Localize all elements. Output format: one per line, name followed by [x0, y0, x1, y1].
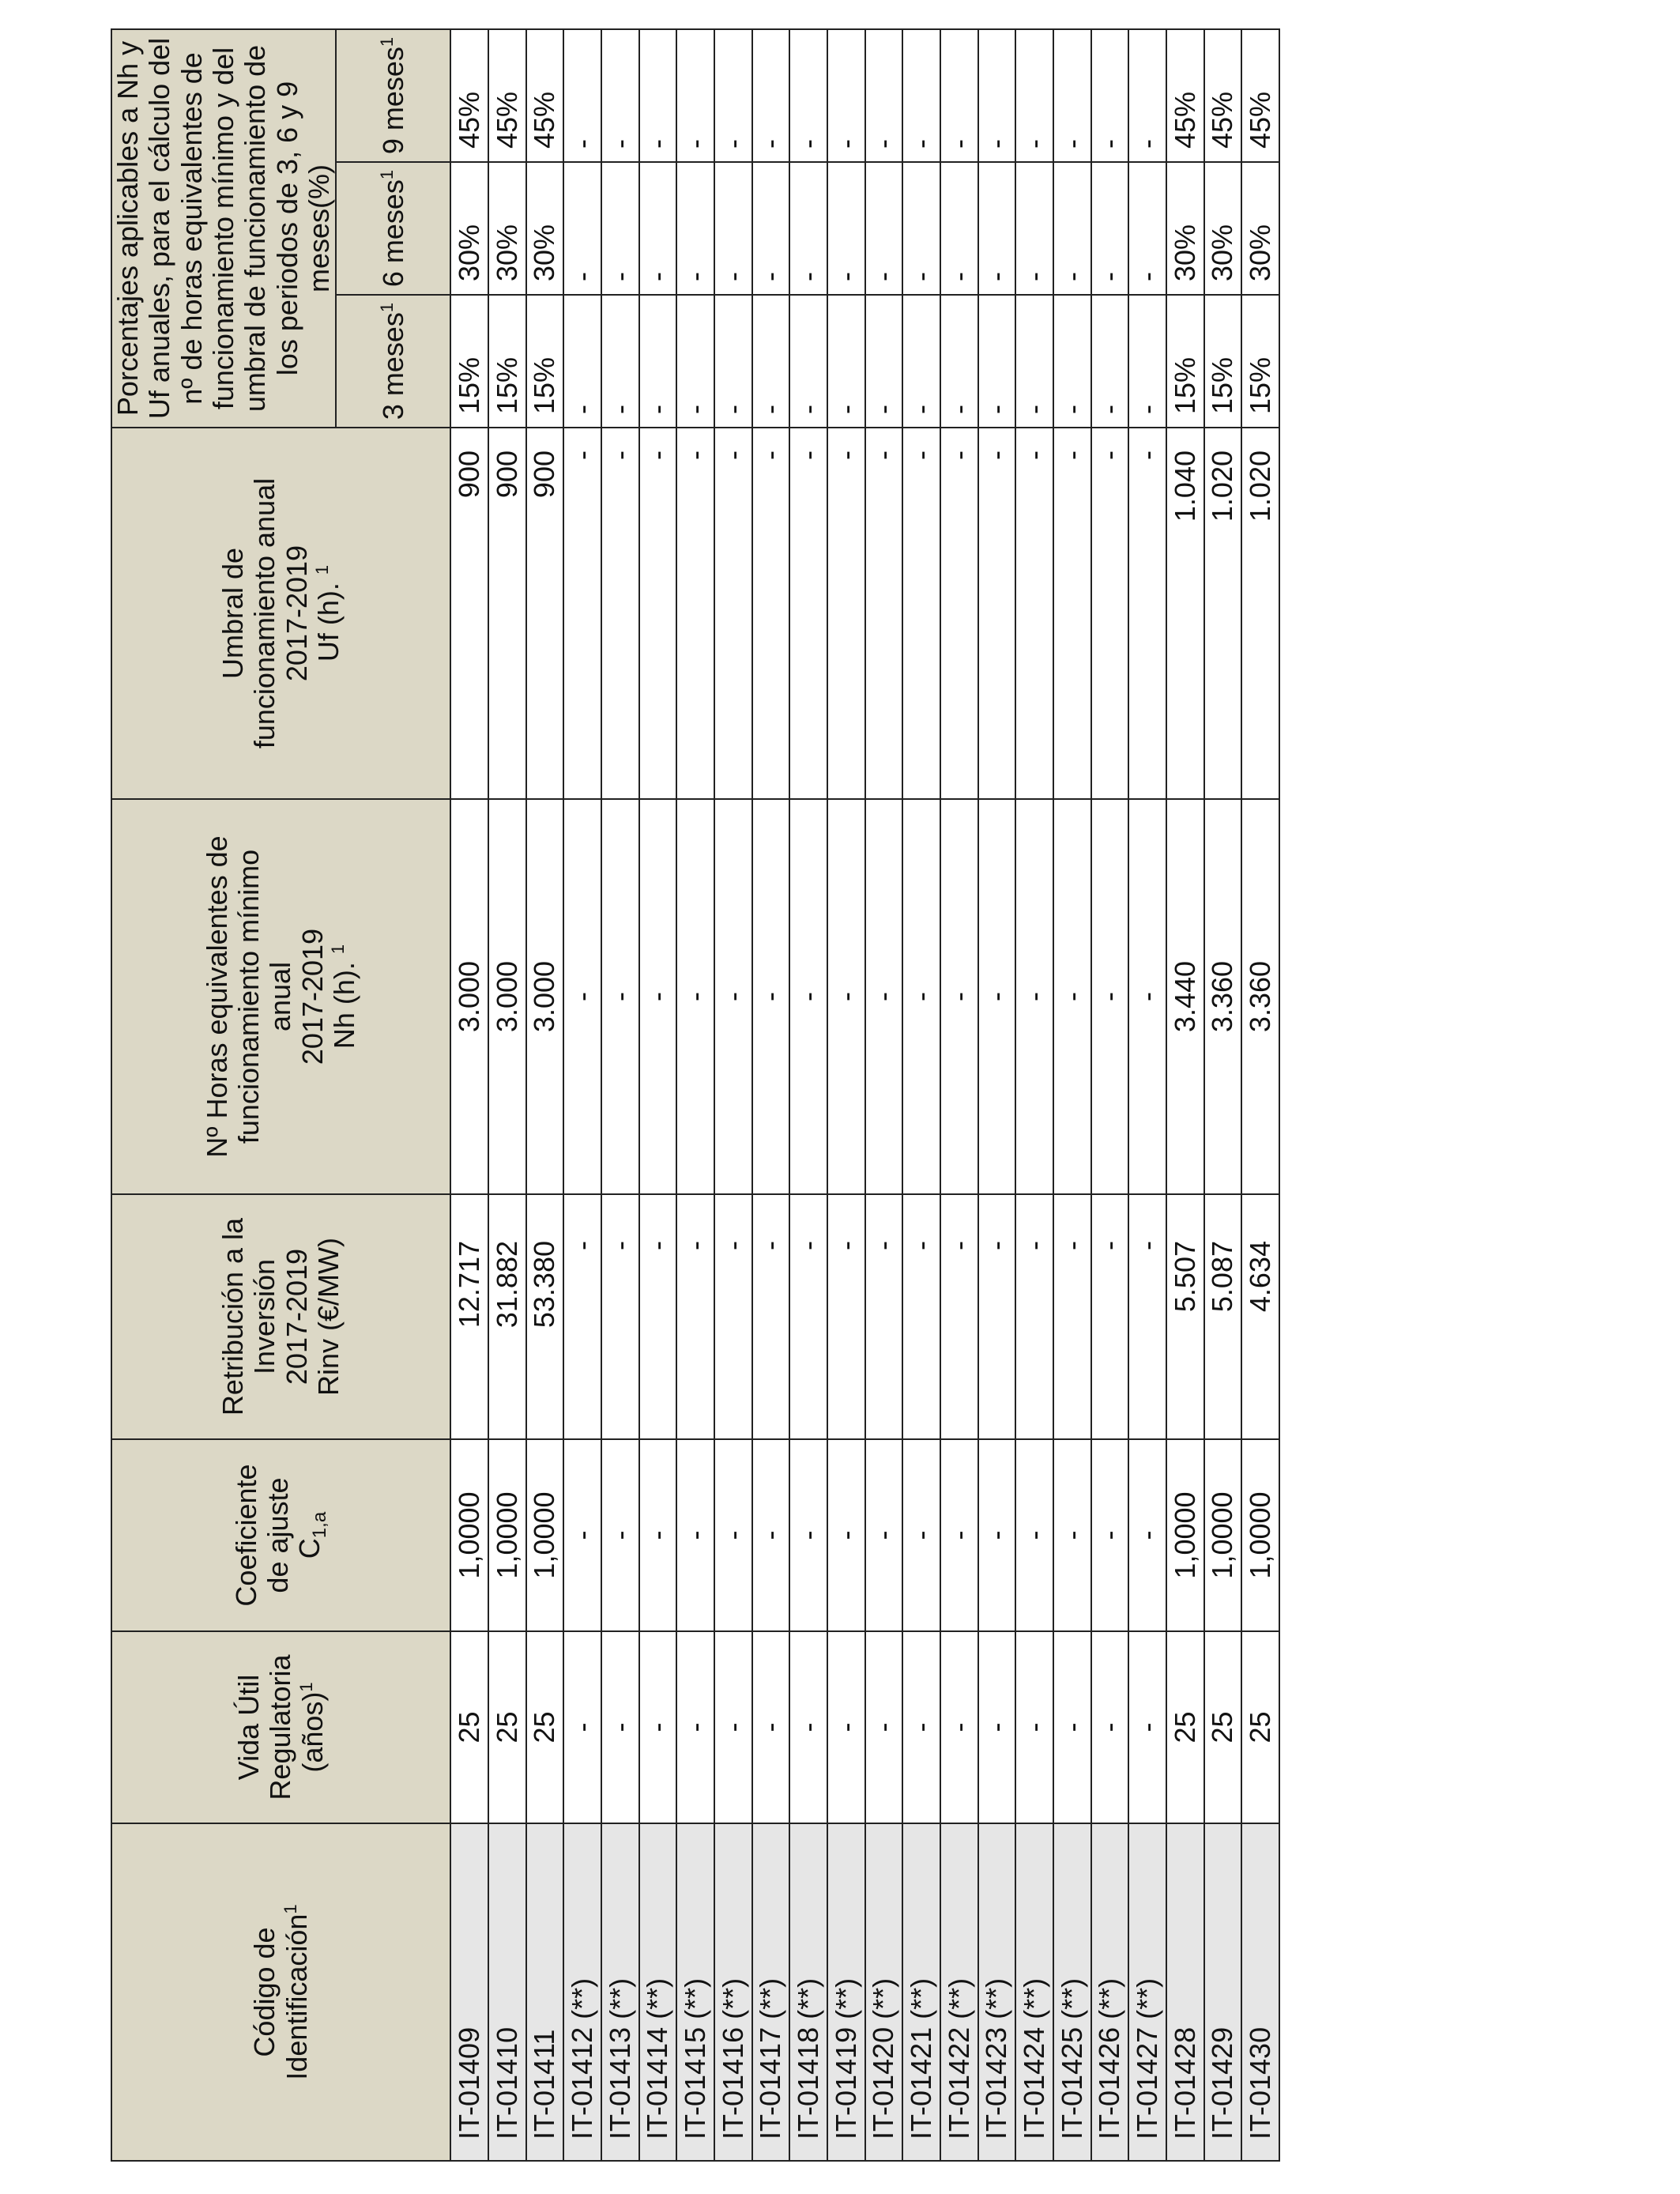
- retribucion-cell: 31.882: [488, 1194, 526, 1439]
- vida-util-cell: -: [865, 1631, 903, 1823]
- table-row: [450, 29, 488, 2161]
- pct-3-meses-cell: -: [601, 295, 639, 428]
- header-9-meses: 9 meses$^1$: [336, 29, 450, 162]
- header-3-meses: 3 meses$^1$: [336, 295, 450, 428]
- horas-cell: -: [865, 799, 903, 1194]
- pct-9-meses-cell: 45%: [488, 29, 526, 162]
- pct-9-meses-cell: 45%: [1166, 29, 1204, 162]
- table-row: [488, 29, 526, 2161]
- retribucion-cell: 5.087: [1204, 1194, 1242, 1439]
- pct-9-meses-cell: -: [714, 29, 752, 162]
- codigo-cell: IT-01415 (**): [676, 1823, 714, 2161]
- horas-cell: -: [639, 799, 677, 1194]
- pct-9-meses-cell: -: [563, 29, 601, 162]
- pct-6-meses-cell: -: [1128, 162, 1166, 295]
- horas-cell: -: [940, 799, 978, 1194]
- coeficiente-cell: -: [865, 1439, 903, 1631]
- vida-util-cell: 25: [1241, 1631, 1279, 1823]
- coeficiente-cell: -: [1015, 1439, 1053, 1631]
- coeficiente-cell: 1,0000: [526, 1439, 564, 1631]
- umbral-cell: -: [789, 428, 827, 799]
- pct-6-meses-cell: -: [940, 162, 978, 295]
- pct-6-meses-cell: -: [1091, 162, 1129, 295]
- coeficiente-cell: -: [1091, 1439, 1129, 1631]
- codigo-cell: IT-01417 (**): [752, 1823, 790, 2161]
- table-row: [676, 29, 714, 2161]
- header-horas-equivalentes: Nº Horas equivalentes de funcionamiento mínimo anual 2017-2019 Nh (h). $^1$: [111, 799, 450, 1194]
- codigo-cell: IT-01423 (**): [978, 1823, 1016, 2161]
- vida-util-cell: 25: [488, 1631, 526, 1823]
- retribucion-cell: -: [1128, 1194, 1166, 1439]
- codigo-cell: IT-01412 (**): [563, 1823, 601, 2161]
- coeficiente-cell: -: [752, 1439, 790, 1631]
- pct-3-meses-cell: 15%: [450, 295, 488, 428]
- umbral-cell: -: [563, 428, 601, 799]
- table-row: [978, 29, 1016, 2161]
- pct-3-meses-cell: -: [978, 295, 1016, 428]
- pct-3-meses-cell: 15%: [526, 295, 564, 428]
- retribucion-cell: -: [1015, 1194, 1053, 1439]
- coeficiente-cell: -: [940, 1439, 978, 1631]
- retribucion-cell: -: [978, 1194, 1016, 1439]
- pct-6-meses-cell: -: [1053, 162, 1091, 295]
- table-row: [1053, 29, 1091, 2161]
- pct-6-meses-cell: -: [978, 162, 1016, 295]
- codigo-cell: IT-01426 (**): [1091, 1823, 1129, 2161]
- horas-cell: 3.000: [526, 799, 564, 1194]
- pct-9-meses-cell: -: [865, 29, 903, 162]
- codigo-cell: IT-01421 (**): [902, 1823, 940, 2161]
- table-row: [752, 29, 790, 2161]
- codigo-cell: IT-01429: [1204, 1823, 1242, 2161]
- vida-util-cell: 25: [1204, 1631, 1242, 1823]
- pct-3-meses-cell: -: [940, 295, 978, 428]
- horas-cell: 3.440: [1166, 799, 1204, 1194]
- pct-9-meses-cell: -: [827, 29, 865, 162]
- umbral-cell: 900: [450, 428, 488, 799]
- retribucion-cell: -: [714, 1194, 752, 1439]
- horas-cell: -: [752, 799, 790, 1194]
- coeficiente-cell: 1,0000: [1204, 1439, 1242, 1631]
- codigo-cell: IT-01424 (**): [1015, 1823, 1053, 2161]
- vida-util-cell: -: [601, 1631, 639, 1823]
- pct-9-meses-cell: -: [1053, 29, 1091, 162]
- umbral-cell: 900: [488, 428, 526, 799]
- coeficiente-cell: -: [714, 1439, 752, 1631]
- codigo-cell: IT-01413 (**): [601, 1823, 639, 2161]
- umbral-cell: -: [1053, 428, 1091, 799]
- header-umbral: Umbral de funcionamiento anual 2017-2019 Uf (h). $^1$: [111, 428, 450, 799]
- coeficiente-cell: 1,0000: [488, 1439, 526, 1631]
- codigo-cell: IT-01425 (**): [1053, 1823, 1091, 2161]
- pct-3-meses-cell: -: [865, 295, 903, 428]
- pct-3-meses-cell: 15%: [1204, 295, 1242, 428]
- horas-cell: -: [601, 799, 639, 1194]
- pct-9-meses-cell: -: [789, 29, 827, 162]
- pct-6-meses-cell: -: [1015, 162, 1053, 295]
- coeficiente-cell: -: [601, 1439, 639, 1631]
- vida-util-cell: -: [1053, 1631, 1091, 1823]
- vida-util-cell: -: [1091, 1631, 1129, 1823]
- umbral-cell: -: [601, 428, 639, 799]
- header-6-meses: 6 meses$^1$: [336, 162, 450, 295]
- vida-util-cell: -: [714, 1631, 752, 1823]
- pct-9-meses-cell: -: [1015, 29, 1053, 162]
- pct-3-meses-cell: 15%: [1241, 295, 1279, 428]
- pct-6-meses-cell: 30%: [1166, 162, 1204, 295]
- codigo-cell: IT-01416 (**): [714, 1823, 752, 2161]
- vida-util-cell: -: [978, 1631, 1016, 1823]
- table-row: [865, 29, 903, 2161]
- header-porcentajes: Porcentajes aplicables a Nh y Uf anuales, para el cálculo del nº de horas equivalentes de funcionamiento mínimo y del umbral de funcionamiento de los periodos de 3, 6 y 9 meses(%): [111, 29, 336, 428]
- vida-util-cell: -: [1128, 1631, 1166, 1823]
- coeficiente-cell: 1,0000: [1166, 1439, 1204, 1631]
- vida-util-cell: -: [563, 1631, 601, 1823]
- pct-9-meses-cell: 45%: [1241, 29, 1279, 162]
- pct-9-meses-cell: -: [1091, 29, 1129, 162]
- horas-cell: 3.360: [1241, 799, 1279, 1194]
- horas-cell: 3.360: [1204, 799, 1242, 1194]
- table-row: [1015, 29, 1053, 2161]
- table-row: [1204, 29, 1242, 2161]
- table-row: [1166, 29, 1204, 2161]
- header-codigo: Código de Identificación$^1$: [111, 1823, 450, 2161]
- coeficiente-cell: 1,0000: [450, 1439, 488, 1631]
- horas-cell: -: [789, 799, 827, 1194]
- rotated-page: [111, 30, 1280, 2162]
- horas-cell: -: [714, 799, 752, 1194]
- horas-cell: -: [978, 799, 1016, 1194]
- coeficiente-cell: -: [902, 1439, 940, 1631]
- umbral-cell: -: [865, 428, 903, 799]
- horas-cell: 3.000: [450, 799, 488, 1194]
- pct-6-meses-cell: -: [902, 162, 940, 295]
- retribucion-cell: -: [940, 1194, 978, 1439]
- umbral-cell: -: [714, 428, 752, 799]
- retribucion-cell: -: [601, 1194, 639, 1439]
- umbral-cell: -: [676, 428, 714, 799]
- retribucion-cell: 53.380: [526, 1194, 564, 1439]
- horas-cell: -: [676, 799, 714, 1194]
- umbral-cell: -: [827, 428, 865, 799]
- retribucion-cell: -: [1053, 1194, 1091, 1439]
- coeficiente-cell: -: [563, 1439, 601, 1631]
- codigo-cell: IT-01409: [450, 1823, 488, 2161]
- umbral-cell: -: [978, 428, 1016, 799]
- pct-6-meses-cell: -: [714, 162, 752, 295]
- pct-6-meses-cell: -: [639, 162, 677, 295]
- pct-3-meses-cell: -: [563, 295, 601, 428]
- pct-6-meses-cell: 30%: [450, 162, 488, 295]
- pct-6-meses-cell: 30%: [1241, 162, 1279, 295]
- pct-6-meses-cell: -: [563, 162, 601, 295]
- umbral-cell: -: [1128, 428, 1166, 799]
- pct-3-meses-cell: 15%: [1166, 295, 1204, 428]
- table-row: [827, 29, 865, 2161]
- umbral-cell: -: [902, 428, 940, 799]
- header-vida-util: Vida Útil Regulatoria (años)$^1$: [111, 1631, 450, 1823]
- vida-util-cell: 25: [526, 1631, 564, 1823]
- coeficiente-cell: -: [978, 1439, 1016, 1631]
- codigo-cell: IT-01418 (**): [789, 1823, 827, 2161]
- pct-6-meses-cell: -: [676, 162, 714, 295]
- umbral-cell: -: [940, 428, 978, 799]
- pct-3-meses-cell: -: [902, 295, 940, 428]
- vida-util-cell: 25: [1166, 1631, 1204, 1823]
- horas-cell: -: [827, 799, 865, 1194]
- table-row: [563, 29, 601, 2161]
- pct-3-meses-cell: 15%: [488, 295, 526, 428]
- umbral-cell: 900: [526, 428, 564, 799]
- table-row: [1241, 29, 1279, 2161]
- vida-util-cell: -: [940, 1631, 978, 1823]
- retribucion-cell: -: [639, 1194, 677, 1439]
- coeficiente-cell: -: [1053, 1439, 1091, 1631]
- pct-3-meses-cell: -: [827, 295, 865, 428]
- umbral-cell: 1.020: [1204, 428, 1242, 799]
- vida-util-cell: -: [676, 1631, 714, 1823]
- table-body: [450, 29, 1279, 2161]
- pct-6-meses-cell: -: [865, 162, 903, 295]
- pct-9-meses-cell: 45%: [526, 29, 564, 162]
- pct-3-meses-cell: -: [1128, 295, 1166, 428]
- retribucion-cell: -: [827, 1194, 865, 1439]
- pct-9-meses-cell: -: [601, 29, 639, 162]
- umbral-cell: -: [1015, 428, 1053, 799]
- pct-6-meses-cell: -: [789, 162, 827, 295]
- codigo-cell: IT-01427 (**): [1128, 1823, 1166, 2161]
- coeficiente-cell: -: [827, 1439, 865, 1631]
- vida-util-cell: -: [752, 1631, 790, 1823]
- umbral-cell: -: [1091, 428, 1129, 799]
- horas-cell: -: [902, 799, 940, 1194]
- pct-9-meses-cell: -: [940, 29, 978, 162]
- pct-9-meses-cell: -: [639, 29, 677, 162]
- coeficiente-cell: 1,0000: [1241, 1439, 1279, 1631]
- table-row: [1091, 29, 1129, 2161]
- vida-util-cell: -: [1015, 1631, 1053, 1823]
- codigo-cell: IT-01430: [1241, 1823, 1279, 2161]
- table-row: [601, 29, 639, 2161]
- horas-cell: -: [1128, 799, 1166, 1194]
- pct-3-meses-cell: -: [1015, 295, 1053, 428]
- horas-cell: -: [563, 799, 601, 1194]
- retribution-table: [111, 28, 1280, 2162]
- codigo-cell: IT-01414 (**): [639, 1823, 677, 2161]
- pct-6-meses-cell: -: [752, 162, 790, 295]
- codigo-cell: IT-01411: [526, 1823, 564, 2161]
- retribucion-cell: -: [563, 1194, 601, 1439]
- umbral-cell: -: [639, 428, 677, 799]
- pct-6-meses-cell: -: [601, 162, 639, 295]
- pct-6-meses-cell: -: [827, 162, 865, 295]
- horas-cell: -: [1091, 799, 1129, 1194]
- vida-util-cell: -: [789, 1631, 827, 1823]
- retribucion-cell: -: [676, 1194, 714, 1439]
- horas-cell: -: [1015, 799, 1053, 1194]
- codigo-cell: IT-01410: [488, 1823, 526, 2161]
- pct-6-meses-cell: 30%: [488, 162, 526, 295]
- horas-cell: -: [1053, 799, 1091, 1194]
- pct-3-meses-cell: -: [714, 295, 752, 428]
- retribucion-cell: 12.717: [450, 1194, 488, 1439]
- pct-3-meses-cell: -: [639, 295, 677, 428]
- retribucion-cell: 5.507: [1166, 1194, 1204, 1439]
- table-row: [526, 29, 564, 2161]
- pct-3-meses-cell: -: [676, 295, 714, 428]
- vida-util-cell: -: [827, 1631, 865, 1823]
- pct-6-meses-cell: 30%: [526, 162, 564, 295]
- header-coeficiente: Coeficiente de ajuste $C_{1,a}$: [111, 1439, 450, 1631]
- coeficiente-cell: -: [676, 1439, 714, 1631]
- vida-util-cell: 25: [450, 1631, 488, 1823]
- pct-9-meses-cell: -: [902, 29, 940, 162]
- pct-3-meses-cell: -: [1053, 295, 1091, 428]
- horas-cell: 3.000: [488, 799, 526, 1194]
- table-row: [1128, 29, 1166, 2161]
- table-row: [714, 29, 752, 2161]
- pct-9-meses-cell: 45%: [450, 29, 488, 162]
- pct-9-meses-cell: 45%: [1204, 29, 1242, 162]
- umbral-cell: -: [752, 428, 790, 799]
- vida-util-cell: -: [902, 1631, 940, 1823]
- codigo-cell: IT-01422 (**): [940, 1823, 978, 2161]
- retribucion-cell: -: [902, 1194, 940, 1439]
- pct-9-meses-cell: -: [978, 29, 1016, 162]
- pct-9-meses-cell: -: [752, 29, 790, 162]
- vida-util-cell: -: [639, 1631, 677, 1823]
- pct-3-meses-cell: -: [752, 295, 790, 428]
- pct-9-meses-cell: -: [676, 29, 714, 162]
- umbral-cell: 1.040: [1166, 428, 1204, 799]
- retribucion-cell: 4.634: [1241, 1194, 1279, 1439]
- coeficiente-cell: -: [789, 1439, 827, 1631]
- table-row: [902, 29, 940, 2161]
- header-retribucion: Retribución a la Inversión 2017-2019 Rinv (€/MW): [111, 1194, 450, 1439]
- retribucion-cell: -: [865, 1194, 903, 1439]
- retribucion-cell: -: [1091, 1194, 1129, 1439]
- pct-9-meses-cell: -: [1128, 29, 1166, 162]
- codigo-cell: IT-01428: [1166, 1823, 1204, 2161]
- pct-3-meses-cell: -: [1091, 295, 1129, 428]
- codigo-cell: IT-01419 (**): [827, 1823, 865, 2161]
- pct-3-meses-cell: -: [789, 295, 827, 428]
- umbral-cell: 1.020: [1241, 428, 1279, 799]
- coeficiente-cell: -: [639, 1439, 677, 1631]
- table-row: [940, 29, 978, 2161]
- coeficiente-cell: -: [1128, 1439, 1166, 1631]
- retribucion-cell: -: [752, 1194, 790, 1439]
- table-row: [639, 29, 677, 2161]
- pct-6-meses-cell: 30%: [1204, 162, 1242, 295]
- codigo-cell: IT-01420 (**): [865, 1823, 903, 2161]
- retribucion-cell: -: [789, 1194, 827, 1439]
- table-row: [789, 29, 827, 2161]
